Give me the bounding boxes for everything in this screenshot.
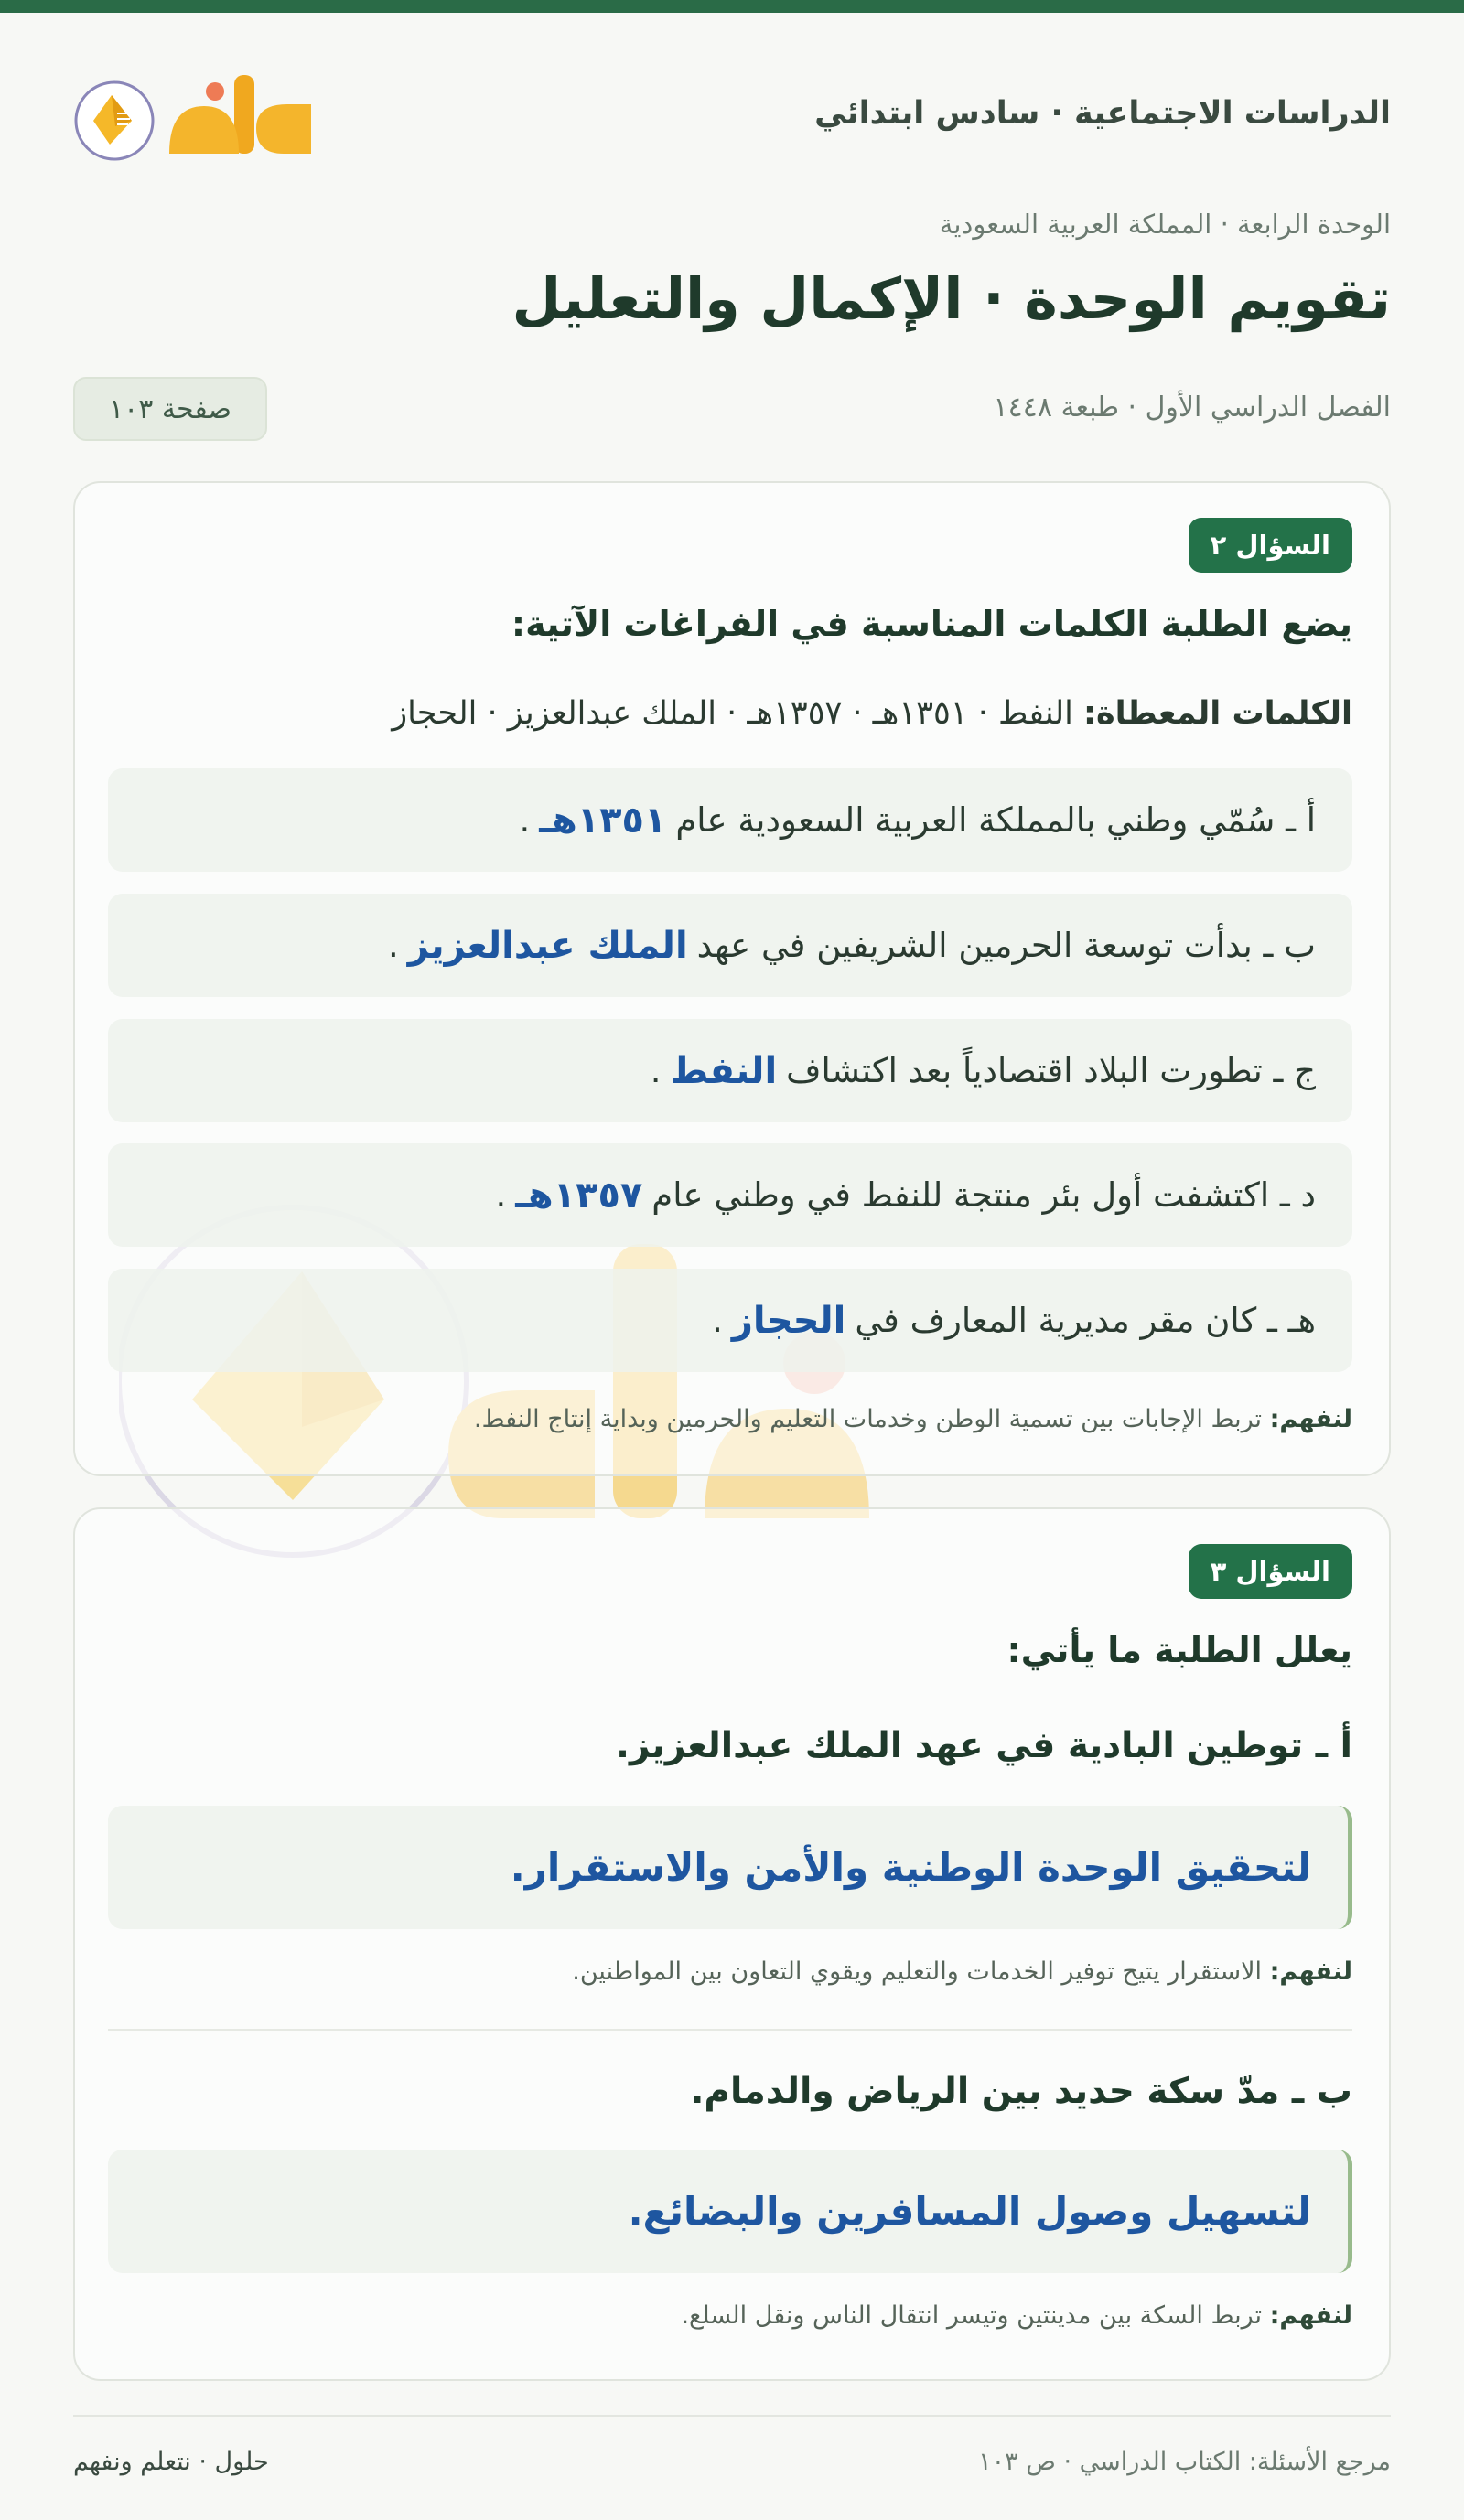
fill-item <box>108 1143 1352 1247</box>
fill-item <box>108 1269 1352 1372</box>
question-2-prompt: يضع الطلبة الكلمات المناسبة في الفراغات الآتية: <box>511 604 1352 644</box>
note-text: الاستقرار يتيح توفير الخدمات والتعليم ويقوي التعاون بين المواطنين. <box>572 1957 1263 1986</box>
fill-item <box>108 1019 1352 1122</box>
note-text: تربط الإجابات بين تسمية الوطن وخدمات التعليم والحرمين وبداية إنتاج النفط. <box>473 1405 1263 1433</box>
reason-question: أ ـ توطين البادية في عهد الملك عبدالعزيز. <box>616 1725 1352 1766</box>
fill-item-text: ب ـ بدأت توسعة الحرمين الشريفين في عهد <box>696 926 1316 965</box>
fill-item-end: . <box>495 1175 507 1215</box>
question-2-badge: السؤال ٢ <box>1189 518 1352 573</box>
fill-item-text: د ـ اكتشفت أول بئر منتجة للنفط في وطني عام <box>651 1175 1316 1215</box>
fill-item-end: . <box>519 800 531 840</box>
fill-item-text: أ ـ سُمّي وطني بالمملكة العربية السعودية عام <box>675 800 1316 840</box>
footer-brand[interactable]: حلول · نتعلم ونفهم <box>73 2448 269 2476</box>
fill-item-answer: الحجاز <box>731 1299 846 1342</box>
understanding-note <box>572 1957 1352 1986</box>
fill-item-text: هـ ـ كان مقر مديرية المعارف في <box>855 1301 1316 1340</box>
divider <box>108 2029 1352 2031</box>
fill-item-end: . <box>387 926 399 965</box>
edition-meta: الفصل الدراسي الأول · طبعة ١٤٤٨ <box>993 391 1391 424</box>
note-label: لنفهم: <box>1269 1957 1352 1986</box>
given-words-line <box>392 695 1352 732</box>
page-title: تقويم الوحدة · الإكمال والتعليل <box>511 265 1391 332</box>
fill-item-end: . <box>712 1301 723 1340</box>
question-3-badge: السؤال ٣ <box>1189 1544 1352 1599</box>
question-3-card <box>73 1507 1391 2381</box>
fill-item-answer: ١٣٥٧هـ <box>515 1174 643 1217</box>
fill-item-answer: ١٣٥١هـ <box>539 799 667 842</box>
reason-answer: لتسهيل وصول المسافرين والبضائع. <box>108 2150 1352 2273</box>
subject-title: الدراسات الاجتماعية · سادس ابتدائي <box>814 95 1391 132</box>
note-label: لنفهم: <box>1269 1405 1352 1433</box>
fill-item <box>108 768 1352 872</box>
breadcrumb: الوحدة الرابعة · المملكة العربية السعودية <box>939 209 1391 240</box>
given-words: النفط · ١٣٥١هـ · ١٣٥٧هـ · الملك عبدالعزيز · الحجاز <box>392 695 1073 732</box>
note-label: لنفهم: <box>1269 2301 1352 2330</box>
footer-divider <box>73 2415 1391 2417</box>
page-number-badge: صفحة ١٠٣ <box>73 377 267 441</box>
top-accent-bar <box>0 0 1464 13</box>
question-3-prompt: يعلل الطلبة ما يأتي: <box>1006 1630 1352 1670</box>
fill-item <box>108 894 1352 997</box>
reason-question: ب ـ مدّ سكة حديد بين الرياض والدمام. <box>690 2071 1352 2112</box>
question-2-card <box>73 481 1391 1476</box>
understanding-note <box>681 2301 1352 2330</box>
reason-answer: لتحقيق الوحدة الوطنية والأمن والاستقرار. <box>108 1806 1352 1929</box>
fill-item-end: . <box>650 1051 662 1090</box>
footer-reference: مرجع الأسئلة: الكتاب الدراسي · ص ١٠٣ <box>978 2448 1391 2476</box>
fill-item-answer: النفط <box>670 1049 778 1092</box>
hulul-logo[interactable] <box>73 64 339 174</box>
fill-item-answer: الملك عبدالعزيز <box>407 924 688 967</box>
fill-item-text: ج ـ تطورت البلاد اقتصادياً بعد اكتشاف <box>786 1051 1316 1090</box>
given-words-label: الكلمات المعطاة: <box>1083 695 1352 732</box>
page-header <box>73 64 1391 174</box>
note-text: تربط السكة بين مدينتين وتيسر انتقال الناس ونقل السلع. <box>681 2301 1263 2330</box>
understanding-note <box>474 1405 1352 1433</box>
